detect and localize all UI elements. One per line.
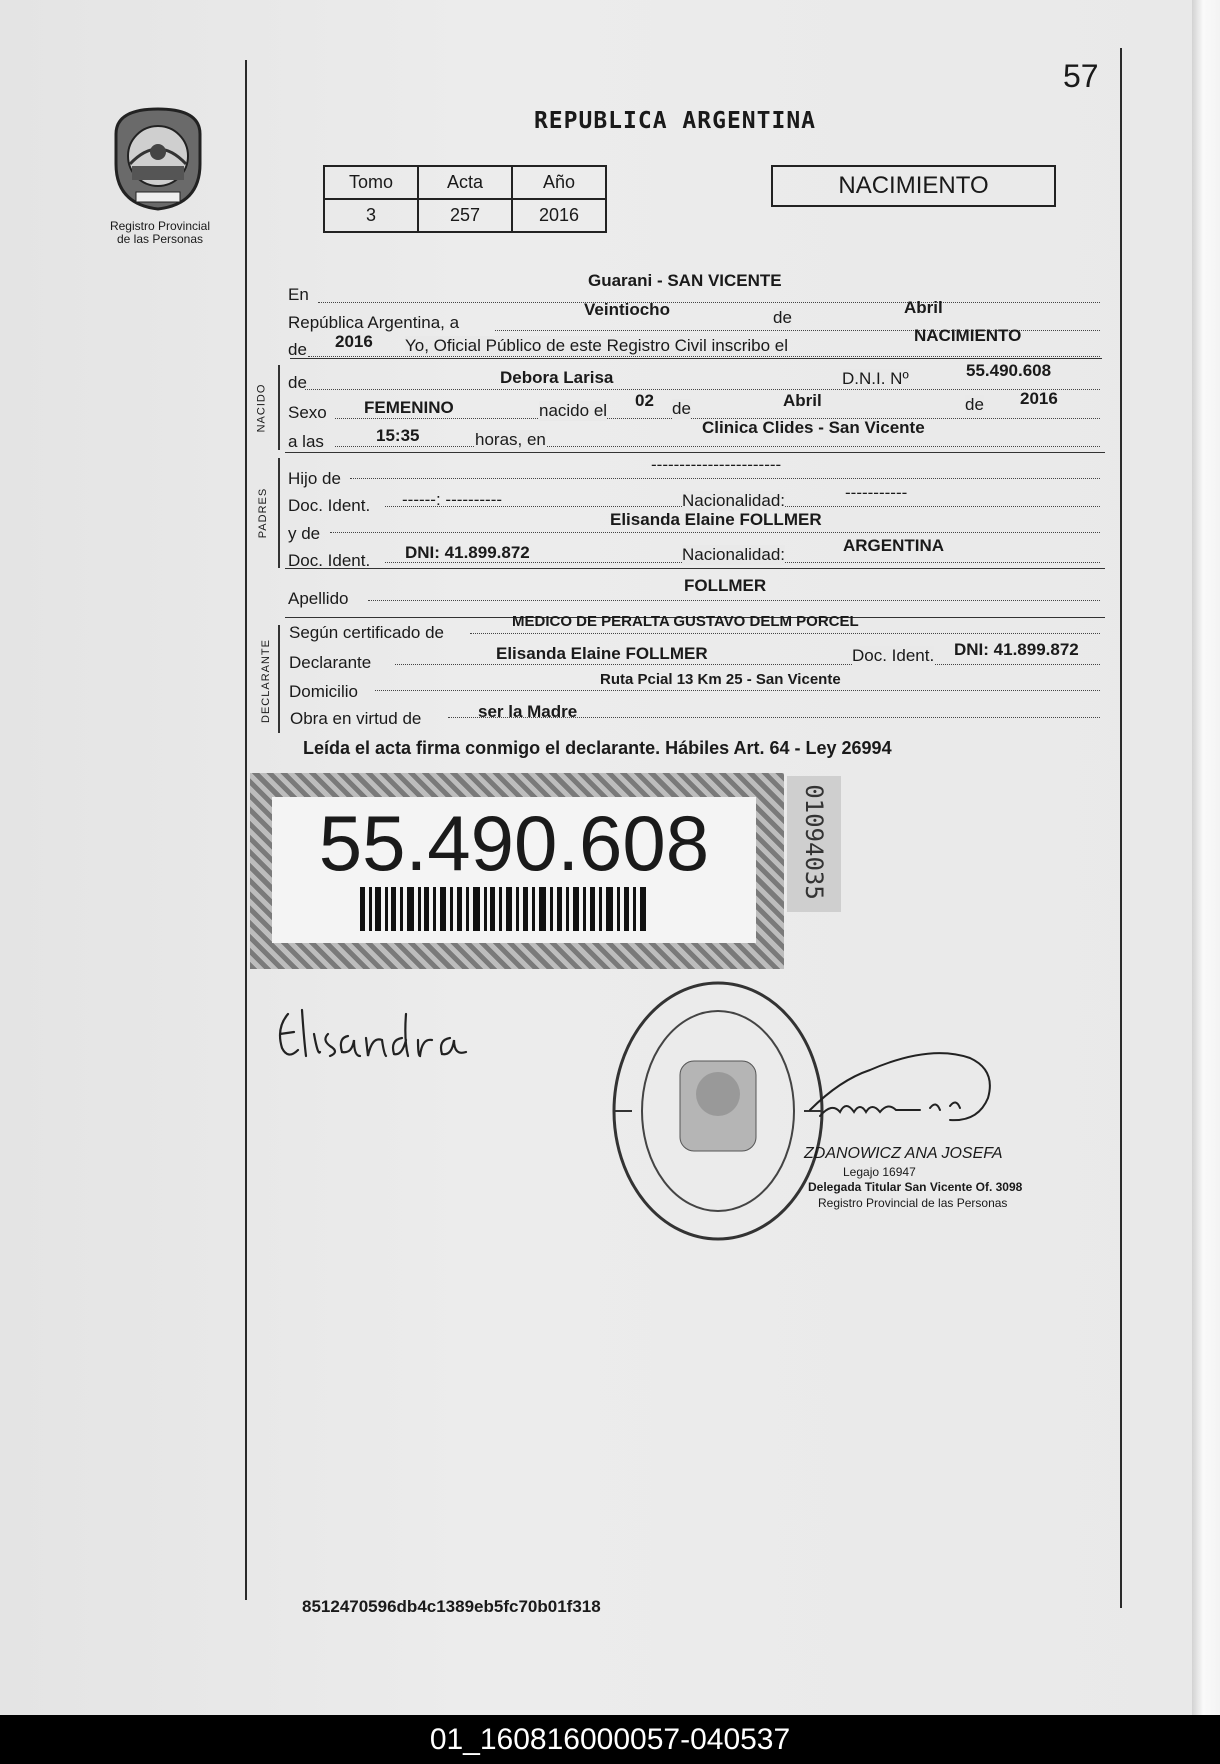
left-margin-line: [245, 60, 247, 1600]
dotline: [305, 389, 1100, 390]
year-value: 2016: [335, 332, 373, 351]
dotline: [368, 600, 1100, 601]
address-value: Ruta Pcial 13 Km 25 - San Vicente: [600, 671, 841, 688]
right-margin-line: [1120, 48, 1122, 1608]
serial-number: 01094035: [800, 784, 828, 900]
label-en: En: [288, 285, 309, 304]
dotline: [350, 478, 1100, 479]
label-nacionalidad: Nacionalidad:: [682, 545, 786, 564]
logo-caption: [90, 220, 230, 246]
label-dni: D.N.I. Nº: [842, 369, 909, 388]
official-signature: [800, 1040, 1010, 1150]
page-number: 57: [1063, 58, 1099, 94]
separator: [290, 358, 1102, 359]
register-header-tomo: Tomo: [324, 166, 418, 199]
label-a-las: a las: [288, 432, 324, 451]
section-rule: [278, 458, 280, 568]
logo-caption-line1: Registro Provincial: [109, 219, 211, 233]
label-de: de: [288, 340, 307, 359]
dotline: [375, 690, 1100, 691]
act-value: NACIMIENTO: [914, 326, 1022, 345]
label-obra: Obra en virtud de: [290, 709, 422, 728]
declarant-name-value: Elisanda Elaine FOLLMER: [496, 644, 708, 663]
label-republica: República Argentina, a: [288, 313, 460, 332]
mother-nationality-value: ARGENTINA: [843, 536, 945, 555]
country-heading: REPUBLICA ARGENTINA: [533, 108, 817, 134]
register-value-ano: 2016: [512, 199, 606, 232]
label-de: de: [288, 373, 307, 392]
register-value-tomo: 3: [324, 199, 418, 232]
official-role: Delegada Titular San Vicente Of. 3098: [808, 1180, 1023, 1194]
file-id: 01_160816000057-040537: [429, 1723, 791, 1756]
birth-day-value: 02: [635, 391, 654, 410]
label-de: de: [672, 399, 691, 418]
surname-value: FOLLMER: [684, 576, 767, 595]
mother-doc-value: DNI: 41.899.872: [405, 543, 530, 562]
page-edge: [1192, 0, 1220, 1715]
label-nacionalidad: Nacionalidad:: [682, 491, 786, 510]
dotline: [330, 532, 1100, 533]
label-hijo-de: Hijo de: [288, 469, 341, 488]
register-value-row: [324, 199, 606, 232]
sex-value: FEMENINO: [364, 398, 454, 417]
sticker-number: 55.490.608: [318, 799, 710, 887]
document-hash: 8512470596db4c1389eb5fc70b01f318: [302, 1597, 601, 1616]
label-de: de: [773, 308, 792, 327]
official-seal-stamp: [608, 976, 828, 1246]
label-nacido-el: nacido el: [539, 401, 608, 420]
birth-month-value: Abril: [783, 391, 822, 410]
label-doc-ident: Doc. Ident.: [852, 646, 935, 665]
label-segun-certificado: Según certificado de: [289, 623, 444, 642]
logo-caption-line2: de las Personas: [116, 232, 204, 246]
dotline: [470, 633, 1100, 634]
serial-stamp: [787, 776, 841, 912]
place-value: Guarani - SAN VICENTE: [588, 271, 782, 290]
register-header-row: [324, 166, 606, 199]
section-label-padres: PADRES: [257, 487, 270, 539]
section-label-declarante: DECLARANTE: [259, 639, 272, 723]
label-doc-ident: Doc. Ident.: [288, 551, 371, 570]
act-type-box: NACIMIENTO: [771, 165, 1056, 207]
dni-value: 55.490.608: [966, 361, 1052, 380]
label-yo: Yo, Oficial Público de este Registro Civil inscribo el: [405, 336, 788, 355]
label-sexo: Sexo: [288, 403, 327, 422]
month-value: Abril: [904, 298, 943, 317]
birth-place-value: Clinica Clides - San Vicente: [702, 418, 925, 437]
label-domicilio: Domicilio: [289, 682, 358, 701]
closing-statement: Leída el acta firma conmigo el declarante. Hábiles Art. 64 - Ley 26994: [303, 738, 892, 758]
father-doc-value: ------: ----------: [402, 490, 503, 509]
barcode: [360, 887, 650, 931]
dotline: [318, 302, 1100, 303]
register-table: [323, 165, 607, 233]
section-rule: [278, 625, 280, 733]
label-y-de: y de: [288, 524, 321, 543]
reason-value: ser la Madre: [478, 702, 578, 721]
register-value-acta: 257: [418, 199, 512, 232]
file-id-bar: [0, 1715, 1220, 1764]
section-label-nacido: NACIDO: [255, 383, 268, 433]
official-name: ZDANOWICZ ANA JOSEFA: [804, 1145, 1003, 1162]
birth-year-value: 2016: [1020, 389, 1058, 408]
label-declarante: Declarante: [289, 653, 372, 672]
newborn-name-value: Debora Larisa: [500, 368, 614, 387]
province-seal-logo: [108, 104, 208, 214]
register-header-acta: Acta: [418, 166, 512, 199]
official-legajo: Legajo 16947: [843, 1165, 916, 1179]
official-office: Registro Provincial de las Personas: [818, 1196, 1008, 1210]
mother-value: Elisanda Elaine FOLLMER: [610, 510, 822, 529]
separator: [285, 452, 1105, 453]
day-words-value: Veintiocho: [584, 300, 670, 319]
father-value: -----------------------: [651, 455, 782, 474]
dotline: [335, 446, 1100, 447]
dotline: [395, 664, 1100, 665]
dotline: [308, 356, 1100, 357]
label-apellido: Apellido: [288, 589, 349, 608]
separator: [285, 568, 1105, 569]
time-value: 15:35: [376, 426, 420, 445]
section-rule: [278, 365, 280, 450]
label-horas: horas, en: [475, 430, 546, 449]
label-doc-ident: Doc. Ident.: [288, 496, 371, 515]
father-nationality-value: -----------: [845, 483, 908, 502]
certificate-value: MEDICO DE PERALTA GUSTAVO DELM PORCEL: [512, 613, 859, 630]
label-de: de: [965, 395, 984, 414]
declarant-doc-value: DNI: 41.899.872: [954, 640, 1079, 659]
handwritten-name-signature: [268, 1000, 478, 1070]
register-header-ano: Año: [512, 166, 606, 199]
